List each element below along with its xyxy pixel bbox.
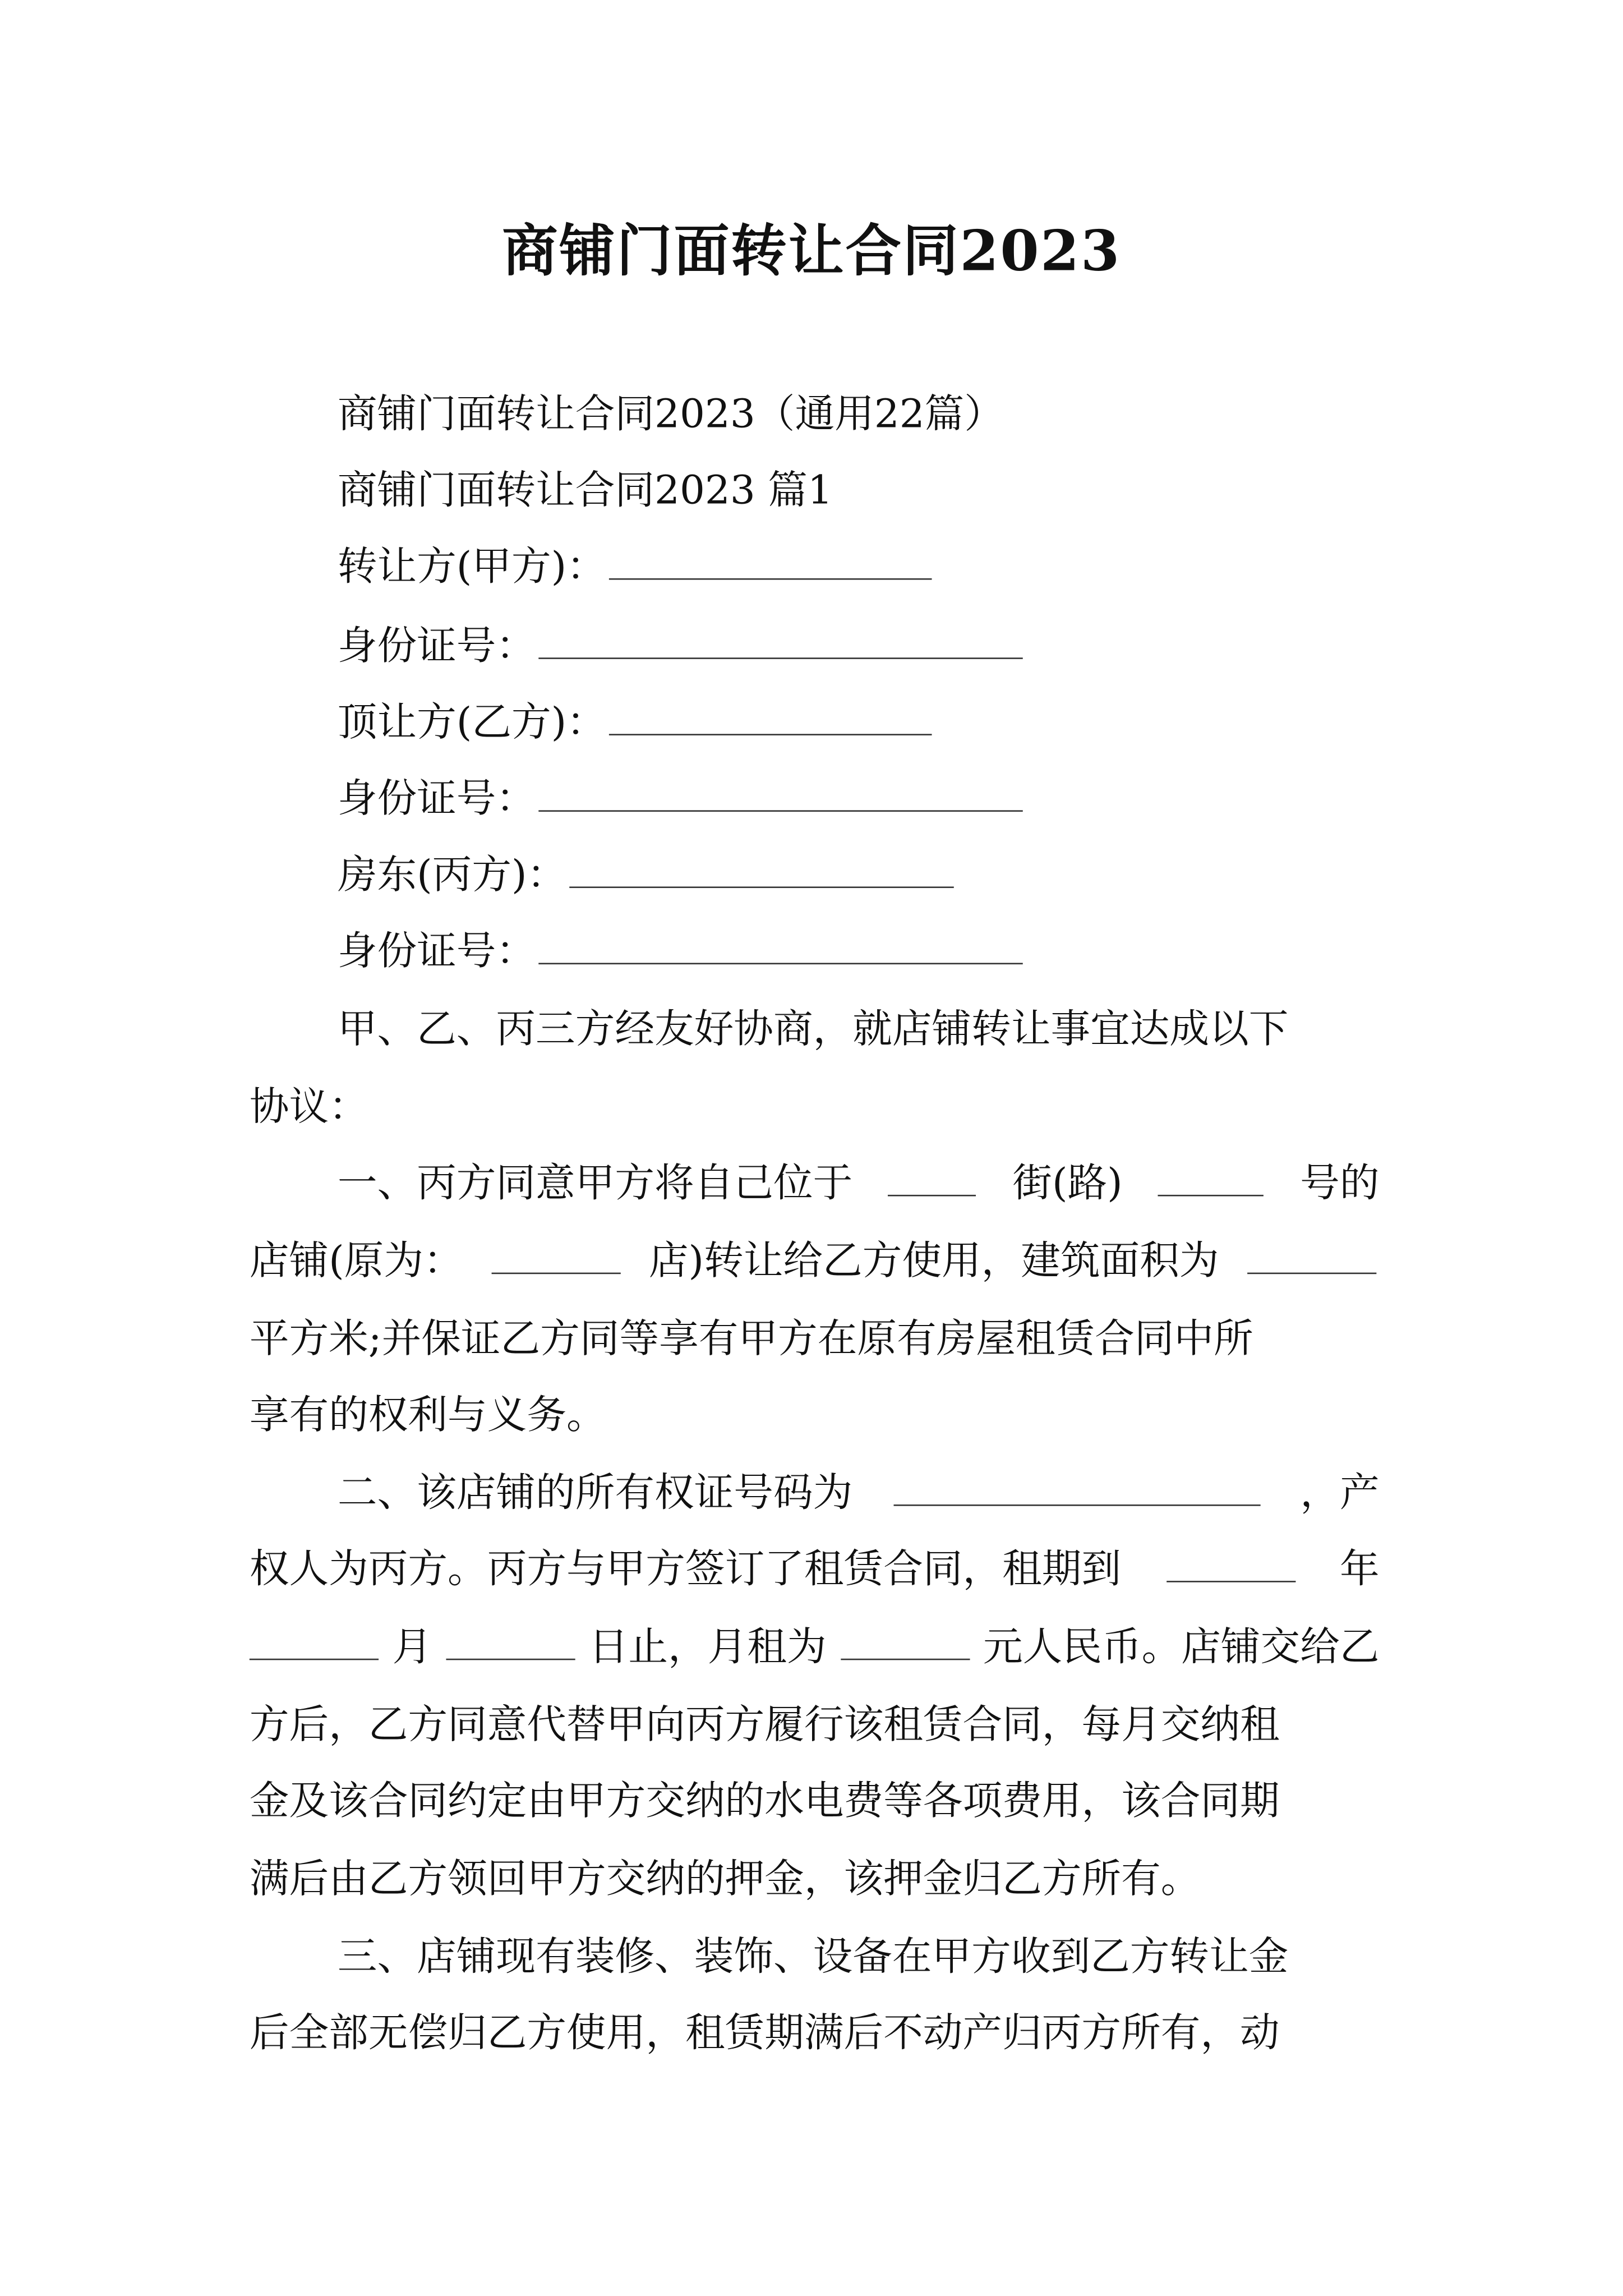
id-blank-2 xyxy=(538,775,1022,812)
landlord-label: 房东(丙方)： xyxy=(337,853,567,899)
clause2-line-6: 满后由乙方领回甲方交纳的押金，该押金归乙方所有。 xyxy=(249,1856,1201,1903)
number-blank xyxy=(1159,1159,1264,1196)
certificate-blank xyxy=(893,1469,1260,1506)
rent-blank xyxy=(840,1623,969,1660)
section-heading: 商铺门面转让合同2023 篇1 xyxy=(337,468,833,514)
id-label-3: 身份证号： xyxy=(337,929,536,975)
document-title: 商铺门面转让合同2023 xyxy=(502,217,1121,284)
clause1-text-b1: 店铺(原为： xyxy=(249,1239,463,1285)
street-blank xyxy=(888,1159,976,1196)
transferor-line xyxy=(338,543,935,593)
clause1-text-a2: 街(路) xyxy=(1012,1161,1123,1207)
clause3-line-2: 后全部无偿归乙方使用，租赁期满后不动产归丙方所有，动 xyxy=(249,2010,1280,2056)
clause1-text-a3: 号的 xyxy=(1300,1161,1380,1207)
clause2-line-5: 金及该合同约定由甲方交纳的水电费等各项费用，该合同期 xyxy=(249,1779,1280,1825)
clause1-line-4: 享有的权利与义务。 xyxy=(249,1393,606,1439)
clause3-line-1: 三、店铺现有装修、装饰、设备在甲方收到乙方转让金 xyxy=(337,1934,1289,1980)
clause2-text-c1: 月 xyxy=(392,1625,432,1671)
clause2-line-2 xyxy=(250,1545,1380,1595)
transferee-blank xyxy=(609,699,932,735)
id-blank-1 xyxy=(538,622,1022,659)
transferee-line xyxy=(338,699,935,749)
document-subtitle: 商铺门面转让合同2023（通用22篇） xyxy=(337,392,1004,438)
clause2-text-b1: 权人为丙方。丙方与甲方签订了租赁合同，租期到 xyxy=(249,1547,1122,1593)
id-label-2: 身份证号： xyxy=(337,776,536,822)
clause2-line-1 xyxy=(338,1469,1380,1519)
clause2-text-c2: 日止，月租为 xyxy=(588,1625,827,1671)
clause1-line-1 xyxy=(338,1159,1380,1209)
clause1-text-a1: 一、丙方同意甲方将自己位于 xyxy=(337,1161,853,1207)
intro-line-1 xyxy=(338,1005,1380,1055)
clause2-text-b2: 年 xyxy=(1339,1547,1380,1593)
id-line-3 xyxy=(338,928,1026,978)
clause1-text-b2: 店)转让给乙方使用，建筑面积为 xyxy=(648,1239,1219,1285)
clause2-text-a1: 二、该店铺的所有权证号码为 xyxy=(337,1470,853,1516)
intro-line-2: 协议： xyxy=(249,1084,368,1130)
id-label-1: 身份证号： xyxy=(337,624,536,670)
clause1-line-3: 平方米;并保证乙方同等享有甲方在原有房屋租赁合同中所 xyxy=(249,1317,1253,1363)
clause2-line-4: 方后，乙方同意代替甲向丙方履行该租赁合同，每月交纳租 xyxy=(249,1703,1280,1749)
day-blank xyxy=(446,1623,575,1660)
transferor-label: 转让方(甲方)： xyxy=(337,544,606,590)
intro-text-1: 甲、乙、丙三方经友好协商，就店铺转让事宜达成以下 xyxy=(337,1006,1289,1053)
landlord-blank xyxy=(569,852,954,888)
clause2-text-c3: 元人民币。店铺交给乙 xyxy=(983,1625,1380,1671)
transferor-blank xyxy=(609,543,932,579)
shop-name-blank xyxy=(491,1237,620,1274)
month-blank xyxy=(250,1623,379,1660)
clause1-line-2 xyxy=(250,1237,1380,1287)
id-line-2 xyxy=(338,775,1026,825)
landlord-line xyxy=(338,852,957,901)
transferee-label: 顶让方(乙方)： xyxy=(337,700,606,746)
area-blank xyxy=(1247,1237,1376,1274)
clause2-text-a2: ，产 xyxy=(1300,1470,1380,1516)
id-blank-3 xyxy=(538,928,1022,964)
id-line-1 xyxy=(338,622,1026,672)
clause2-line-3 xyxy=(250,1623,1380,1673)
year-blank xyxy=(1166,1545,1295,1582)
